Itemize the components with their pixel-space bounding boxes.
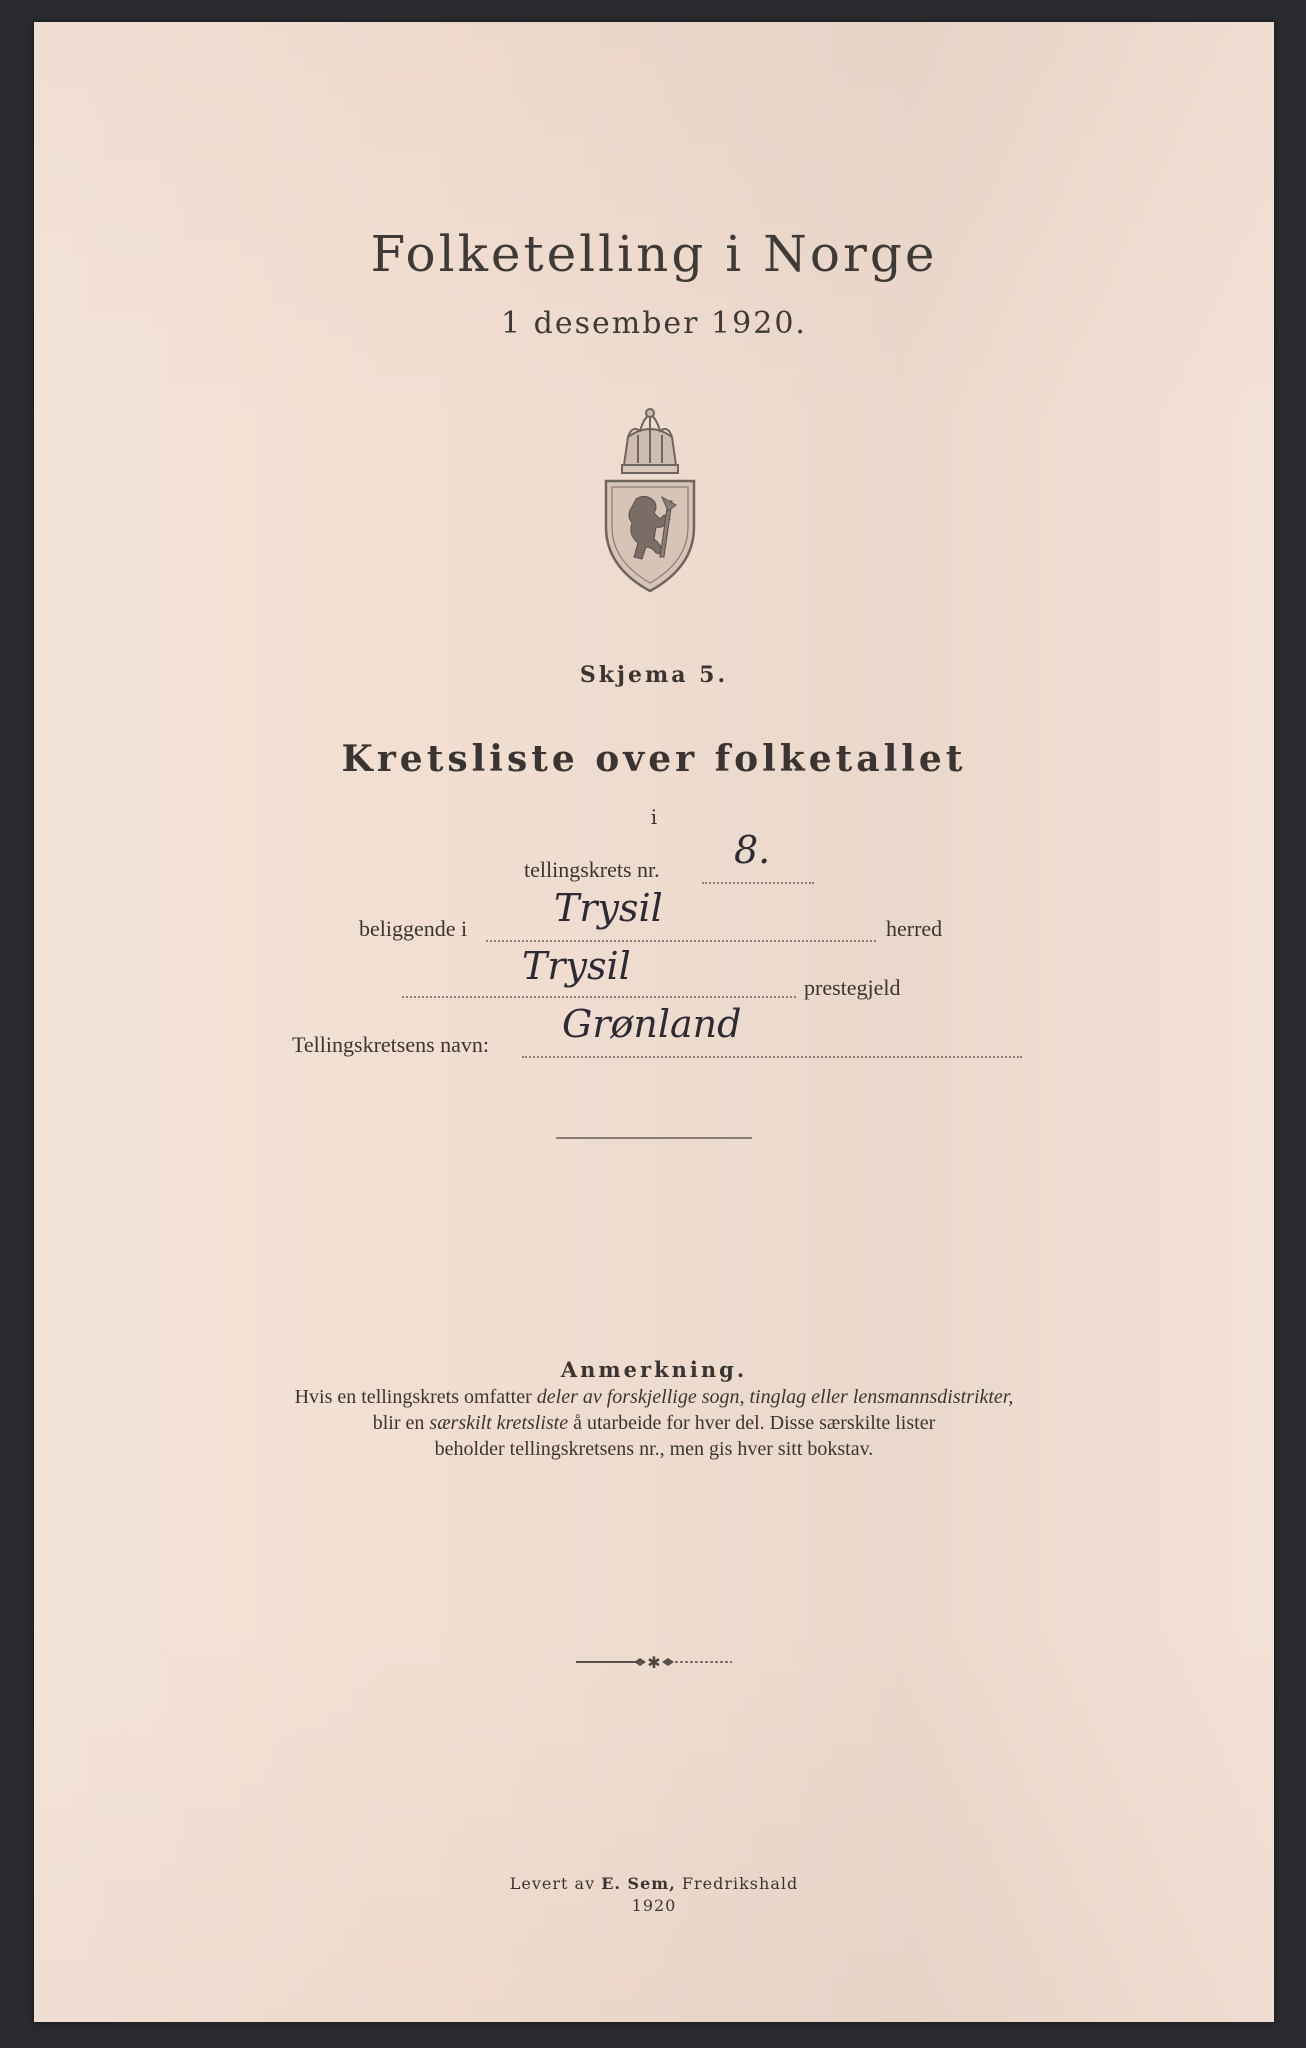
printer-year: 1920 (631, 1896, 677, 1915)
printer-place: Fredrikshald (675, 1874, 799, 1893)
printer-credit (34, 1874, 1274, 1893)
prestegjeld-label: prestegjeld (804, 975, 901, 1000)
note-title: Anmerkning. (560, 1357, 748, 1382)
prestegjeld-value: Trysil (522, 944, 631, 988)
printer-prefix: Levert av (509, 1874, 602, 1893)
note-line-3: beholder tellingskretsens nr., men gis hver sitt bokstav. (434, 1438, 874, 1460)
ornament-divider-icon (574, 1652, 734, 1672)
page-subtitle: 1 desember 1920. (501, 306, 807, 341)
note-line-1 (34, 1386, 1274, 1409)
beliggende-value: Trysil (554, 886, 663, 930)
note-line-2-text-b: å utarbeide for hver del. Disse særskilte lister (568, 1412, 936, 1434)
krets-label: tellingskrets nr. (524, 857, 660, 882)
norwegian-coat-of-arms-icon (602, 407, 698, 597)
note-line-2 (34, 1412, 1274, 1435)
herred-label: herred (886, 916, 943, 941)
krets-value: 8. (734, 828, 771, 872)
note-line-1-text: Hvis en tellingskrets omfatter (294, 1386, 537, 1408)
note-line-1-emphasis: deler av forskjellige sogn, tinglag eller lensmannsdistrikter, (536, 1386, 1014, 1408)
schema-label: Skjema 5. (579, 662, 729, 688)
page-title: Folketelling i Norge (370, 225, 938, 283)
navn-line (522, 1056, 1022, 1058)
beliggende-label: beliggende i (359, 916, 468, 941)
census-form-page (34, 22, 1274, 2022)
form-heading: Kretsliste over folketallet (341, 738, 967, 780)
divider-rule (556, 1137, 752, 1139)
krets-line (702, 882, 814, 884)
prestegjeld-line (402, 996, 796, 998)
navn-label: Tellingskretsens navn: (292, 1032, 490, 1057)
note-line-2-emphasis: særskilt kretsliste (429, 1412, 569, 1434)
navn-value: Grønland (562, 1002, 742, 1046)
note-line-2-text-a: blir en (372, 1412, 430, 1434)
svg-text:✱: ✱ (647, 1653, 661, 1672)
connector-word: i (650, 805, 658, 829)
printer-name: E. Sem, (601, 1874, 676, 1893)
beliggende-line (486, 940, 876, 942)
